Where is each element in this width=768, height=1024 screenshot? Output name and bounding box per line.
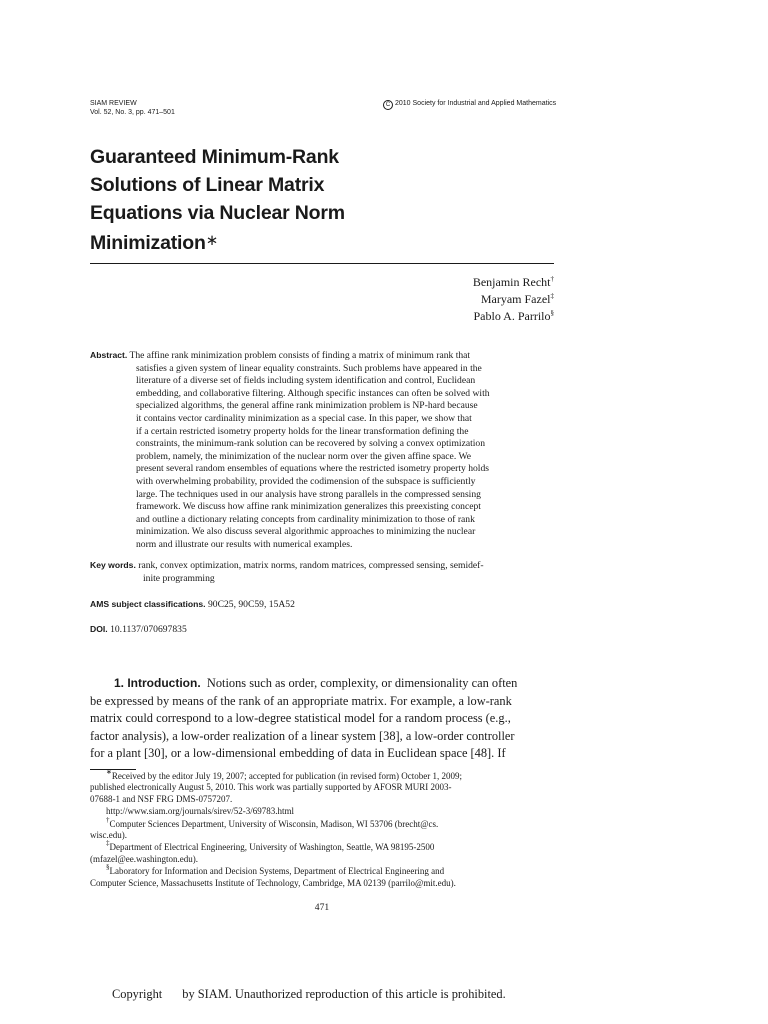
abstract-line: literature of a diverse set of fields including system identification and control, Euclidean	[136, 375, 476, 387]
title-rule	[90, 263, 554, 264]
abstract-line: present several random ensembles of equations where the restricted isometry property holds	[136, 463, 489, 475]
footnote-mark: ‡	[106, 839, 110, 848]
title-line-text: Minimization	[90, 232, 206, 254]
title-line: Solutions of Linear Matrix	[90, 174, 325, 196]
author-mark: ‡	[550, 292, 554, 300]
doi-value: 10.1137/070697835	[110, 624, 187, 635]
ams-classifications	[90, 598, 295, 612]
page-number: 471	[314, 902, 330, 913]
footnote-line	[90, 815, 554, 830]
abstract-line: constraints, the minimum-rank solution can be recovered by solving a convex optimization	[136, 438, 486, 450]
abstract-line	[90, 349, 554, 363]
keywords-line	[90, 559, 554, 573]
abstract	[90, 349, 554, 552]
footnote-url[interactable]: http://www.siam.org/journals/sirev/52-3/69783.html	[106, 806, 294, 817]
author-name: Benjamin Recht	[472, 275, 551, 289]
ams-value: 90C25, 90C59, 15A52	[207, 599, 295, 610]
footnote-line	[90, 839, 554, 853]
intro-text: Notions such as order, complexity, or dimensionality can often	[206, 676, 518, 690]
footnote-mark: ∗	[106, 768, 112, 776]
author-list	[473, 274, 554, 325]
footnote-mark: §	[106, 863, 110, 872]
abstract-line: with overwhelming probability, provided the codimension of the subspace is sufficiently	[136, 475, 476, 487]
keywords	[90, 559, 554, 585]
title-line: Equations via Nuclear Norm	[90, 202, 345, 224]
footnote-rule	[90, 769, 136, 770]
abstract-line: problem, namely, the minimization of the nuclear norm over the given affine space. We	[136, 450, 471, 462]
author-mark: §	[550, 309, 554, 317]
footnote-line	[90, 863, 554, 877]
abstract-line: embedding, and collaborative filtering. Although specific instances can often be solved with	[136, 387, 490, 399]
author	[473, 308, 554, 325]
author-name: Maryam Fazel	[480, 292, 551, 306]
journal-name: SIAM REVIEW	[90, 100, 137, 107]
intro-line: for a plant [30], or a low-dimensional embedding of data in Euclidean space [48]. If	[90, 746, 506, 761]
section-heading: 1. Introduction.	[114, 676, 201, 690]
abstract-line: specialized algorithms, the general affine rank minimization problem is NP-hard because	[136, 400, 478, 412]
copyright-icon: C	[383, 100, 393, 110]
footnote-text: Laboratory for Information and Decision Systems, Department of Electrical Engineering and	[109, 866, 445, 877]
footnote-line	[90, 768, 554, 782]
ams-label: AMS subject classifications.	[90, 599, 206, 609]
abstract-line: framework. We discuss how affine rank minimization generalizes this preexisting concept	[136, 501, 481, 513]
footnote-text: Computer Sciences Department, University of Wisconsin, Madison, WI 53706 (brecht@cs.	[109, 818, 439, 829]
title-line: Guaranteed Minimum-Rank	[90, 146, 339, 168]
keywords-line: inite programming	[143, 572, 215, 584]
title-line	[90, 227, 470, 257]
reproduction-notice	[112, 987, 506, 1002]
doi	[90, 623, 187, 637]
author	[473, 291, 554, 308]
abstract-line: norm and illustrate our results with numerical examples.	[136, 538, 353, 550]
abstract-line: if a certain restricted isometry property holds for the linear transformation defining the	[136, 425, 469, 437]
footnote-mark: †	[106, 815, 110, 824]
introduction-section	[90, 675, 554, 763]
footnote-line: 07688-1 and NSF FRG DMS-0757207.	[90, 793, 233, 804]
intro-line: be expressed by means of the rank of an appropriate matrix. For example, a low-rank	[90, 693, 512, 708]
notice-text: by SIAM. Unauthorized reproduction of this article is prohibited.	[182, 987, 506, 1001]
abstract-text: The affine rank minimization problem consists of finding a matrix of minimum rank that	[129, 350, 471, 361]
notice-copyright: Copyright	[112, 987, 163, 1001]
footnote-line: Computer Science, Massachusetts Institute of Technology, Cambridge, MA 02139 (parrilo@mit.edu).	[90, 877, 456, 888]
journal-volume: Vol. 52, No. 3, pp. 471–501	[90, 109, 175, 116]
paper-title	[90, 143, 470, 257]
footnote-line: published electronically August 5, 2010. This work was partially supported by AFOSR MURI 2003-	[90, 782, 452, 793]
copyright-line	[383, 99, 556, 110]
keywords-text: rank, convex optimization, matrix norms, random matrices, compressed sensing, semidef-	[138, 560, 484, 571]
copyright-text: 2010 Society for Industrial and Applied Mathematics	[395, 100, 557, 107]
footnote-text: Department of Electrical Engineering, University of Washington, Seattle, WA 98195-2500	[109, 842, 435, 853]
abstract-line: minimization. We also discuss several algorithmic approaches to minimizing the nuclear	[136, 526, 476, 538]
abstract-line: it contains vector cardinality minimization as a special case. In this paper, we show that	[136, 412, 472, 424]
author-name: Pablo A. Parrilo	[473, 309, 551, 323]
footnote-line: (mfazel@ee.washington.edu).	[90, 853, 198, 864]
intro-line	[90, 675, 554, 693]
footnote-line: wisc.edu).	[90, 830, 127, 841]
abstract-line: and outline a dictionary relating concepts from cardinality minimization to those of rank	[136, 513, 475, 525]
abstract-line: large. The techniques used in our analysis have strong parallels in the compressed sensing	[136, 488, 481, 500]
abstract-line: satisfies a given system of linear equality constraints. Such problems have appeared in the	[136, 362, 482, 374]
intro-line: matrix could correspond to a low-degree statistical model for a random process (e.g.,	[90, 711, 511, 726]
author	[473, 274, 554, 291]
journal-info	[90, 99, 175, 117]
footnote-text: Received by the editor July 19, 2007; accepted for publication (in revised form) October 1, 2009;	[111, 771, 463, 781]
author-mark: †	[550, 275, 554, 283]
abstract-label: Abstract.	[90, 350, 128, 360]
title-footnote-marker: ∗	[205, 233, 219, 249]
doi-label: DOI.	[90, 624, 108, 634]
footnotes	[90, 768, 554, 889]
intro-line: factor analysis), a low-order realization of a linear system [38], a low-order controller	[90, 728, 515, 743]
keywords-label: Key words.	[90, 560, 136, 570]
